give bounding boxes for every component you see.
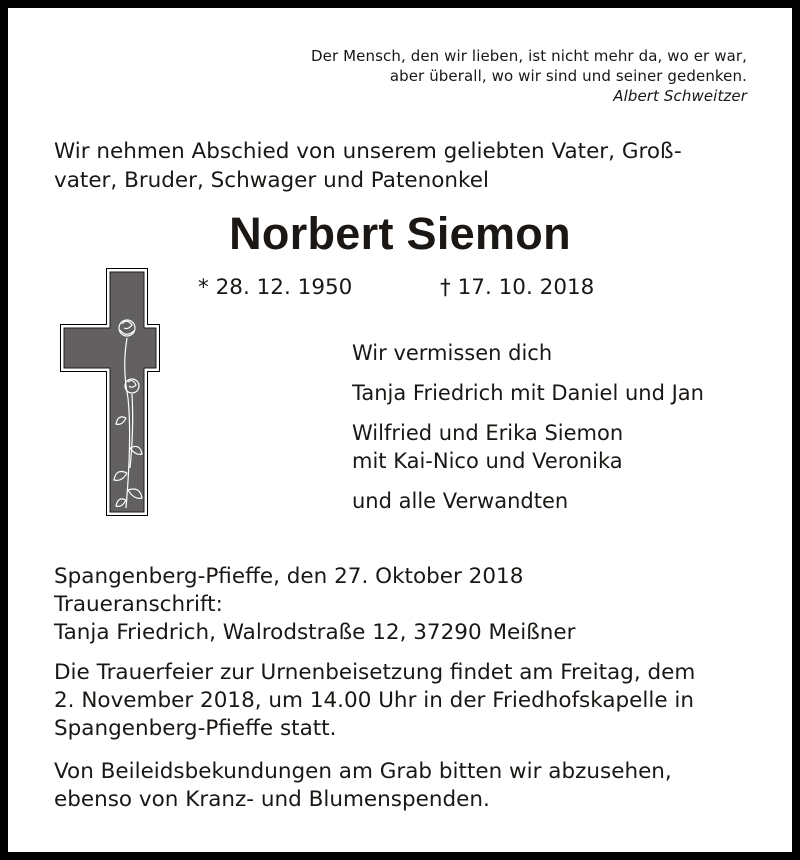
intro-line-1: Wir nehmen Abschied von unserem geliebten Vater, Groß- bbox=[54, 139, 682, 164]
mourner-line-5: und alle Verwandten bbox=[352, 489, 569, 513]
mourner-line-3: Wilfried und Erika Siemon bbox=[352, 421, 624, 445]
obituary-notice bbox=[8, 8, 792, 852]
deceased-name: Norbert Siemon bbox=[229, 208, 571, 259]
place-and-date: Spangenberg-Pfieffe, den 27. Oktober 2018 bbox=[54, 564, 524, 589]
mourner-line-1: Wir vermissen dich bbox=[352, 341, 553, 365]
birth-date: * 28. 12. 1950 bbox=[198, 275, 353, 300]
request-line-2: ebenso von Kranz- und Blumenspenden. bbox=[54, 787, 490, 812]
death-date: † 17. 10. 2018 bbox=[440, 275, 595, 300]
ceremony-line-3: Spangenberg-Pfieffe statt. bbox=[54, 716, 337, 741]
intro-line-2: vater, Bruder, Schwager und Patenonkel bbox=[54, 168, 489, 193]
address-label: Traueranschrift: bbox=[54, 592, 223, 617]
quote-line-1: Der Mensch, den wir lieben, ist nicht mehr da, wo er war, bbox=[311, 47, 747, 65]
quote-author: Albert Schweitzer bbox=[613, 87, 747, 105]
ceremony-line-2: 2. November 2018, um 14.00 Uhr in der Friedhofskapelle in bbox=[54, 688, 694, 713]
cross-with-roses-icon bbox=[60, 268, 160, 516]
intro-text bbox=[54, 137, 682, 195]
mourner-line-4: mit Kai-Nico und Veronika bbox=[352, 449, 623, 473]
quote-line-2: aber überall, wo wir sind und seiner gedenken. bbox=[389, 67, 747, 85]
address-value: Tanja Friedrich, Walrodstraße 12, 37290 Meißner bbox=[54, 620, 576, 645]
request-line-1: Von Beileidsbekundungen am Grab bitten wir abzusehen, bbox=[54, 759, 672, 784]
ceremony-line-1: Die Trauerfeier zur Urnenbeisetzung findet am Freitag, dem bbox=[54, 660, 696, 685]
mourner-line-2: Tanja Friedrich mit Daniel und Jan bbox=[352, 381, 704, 405]
